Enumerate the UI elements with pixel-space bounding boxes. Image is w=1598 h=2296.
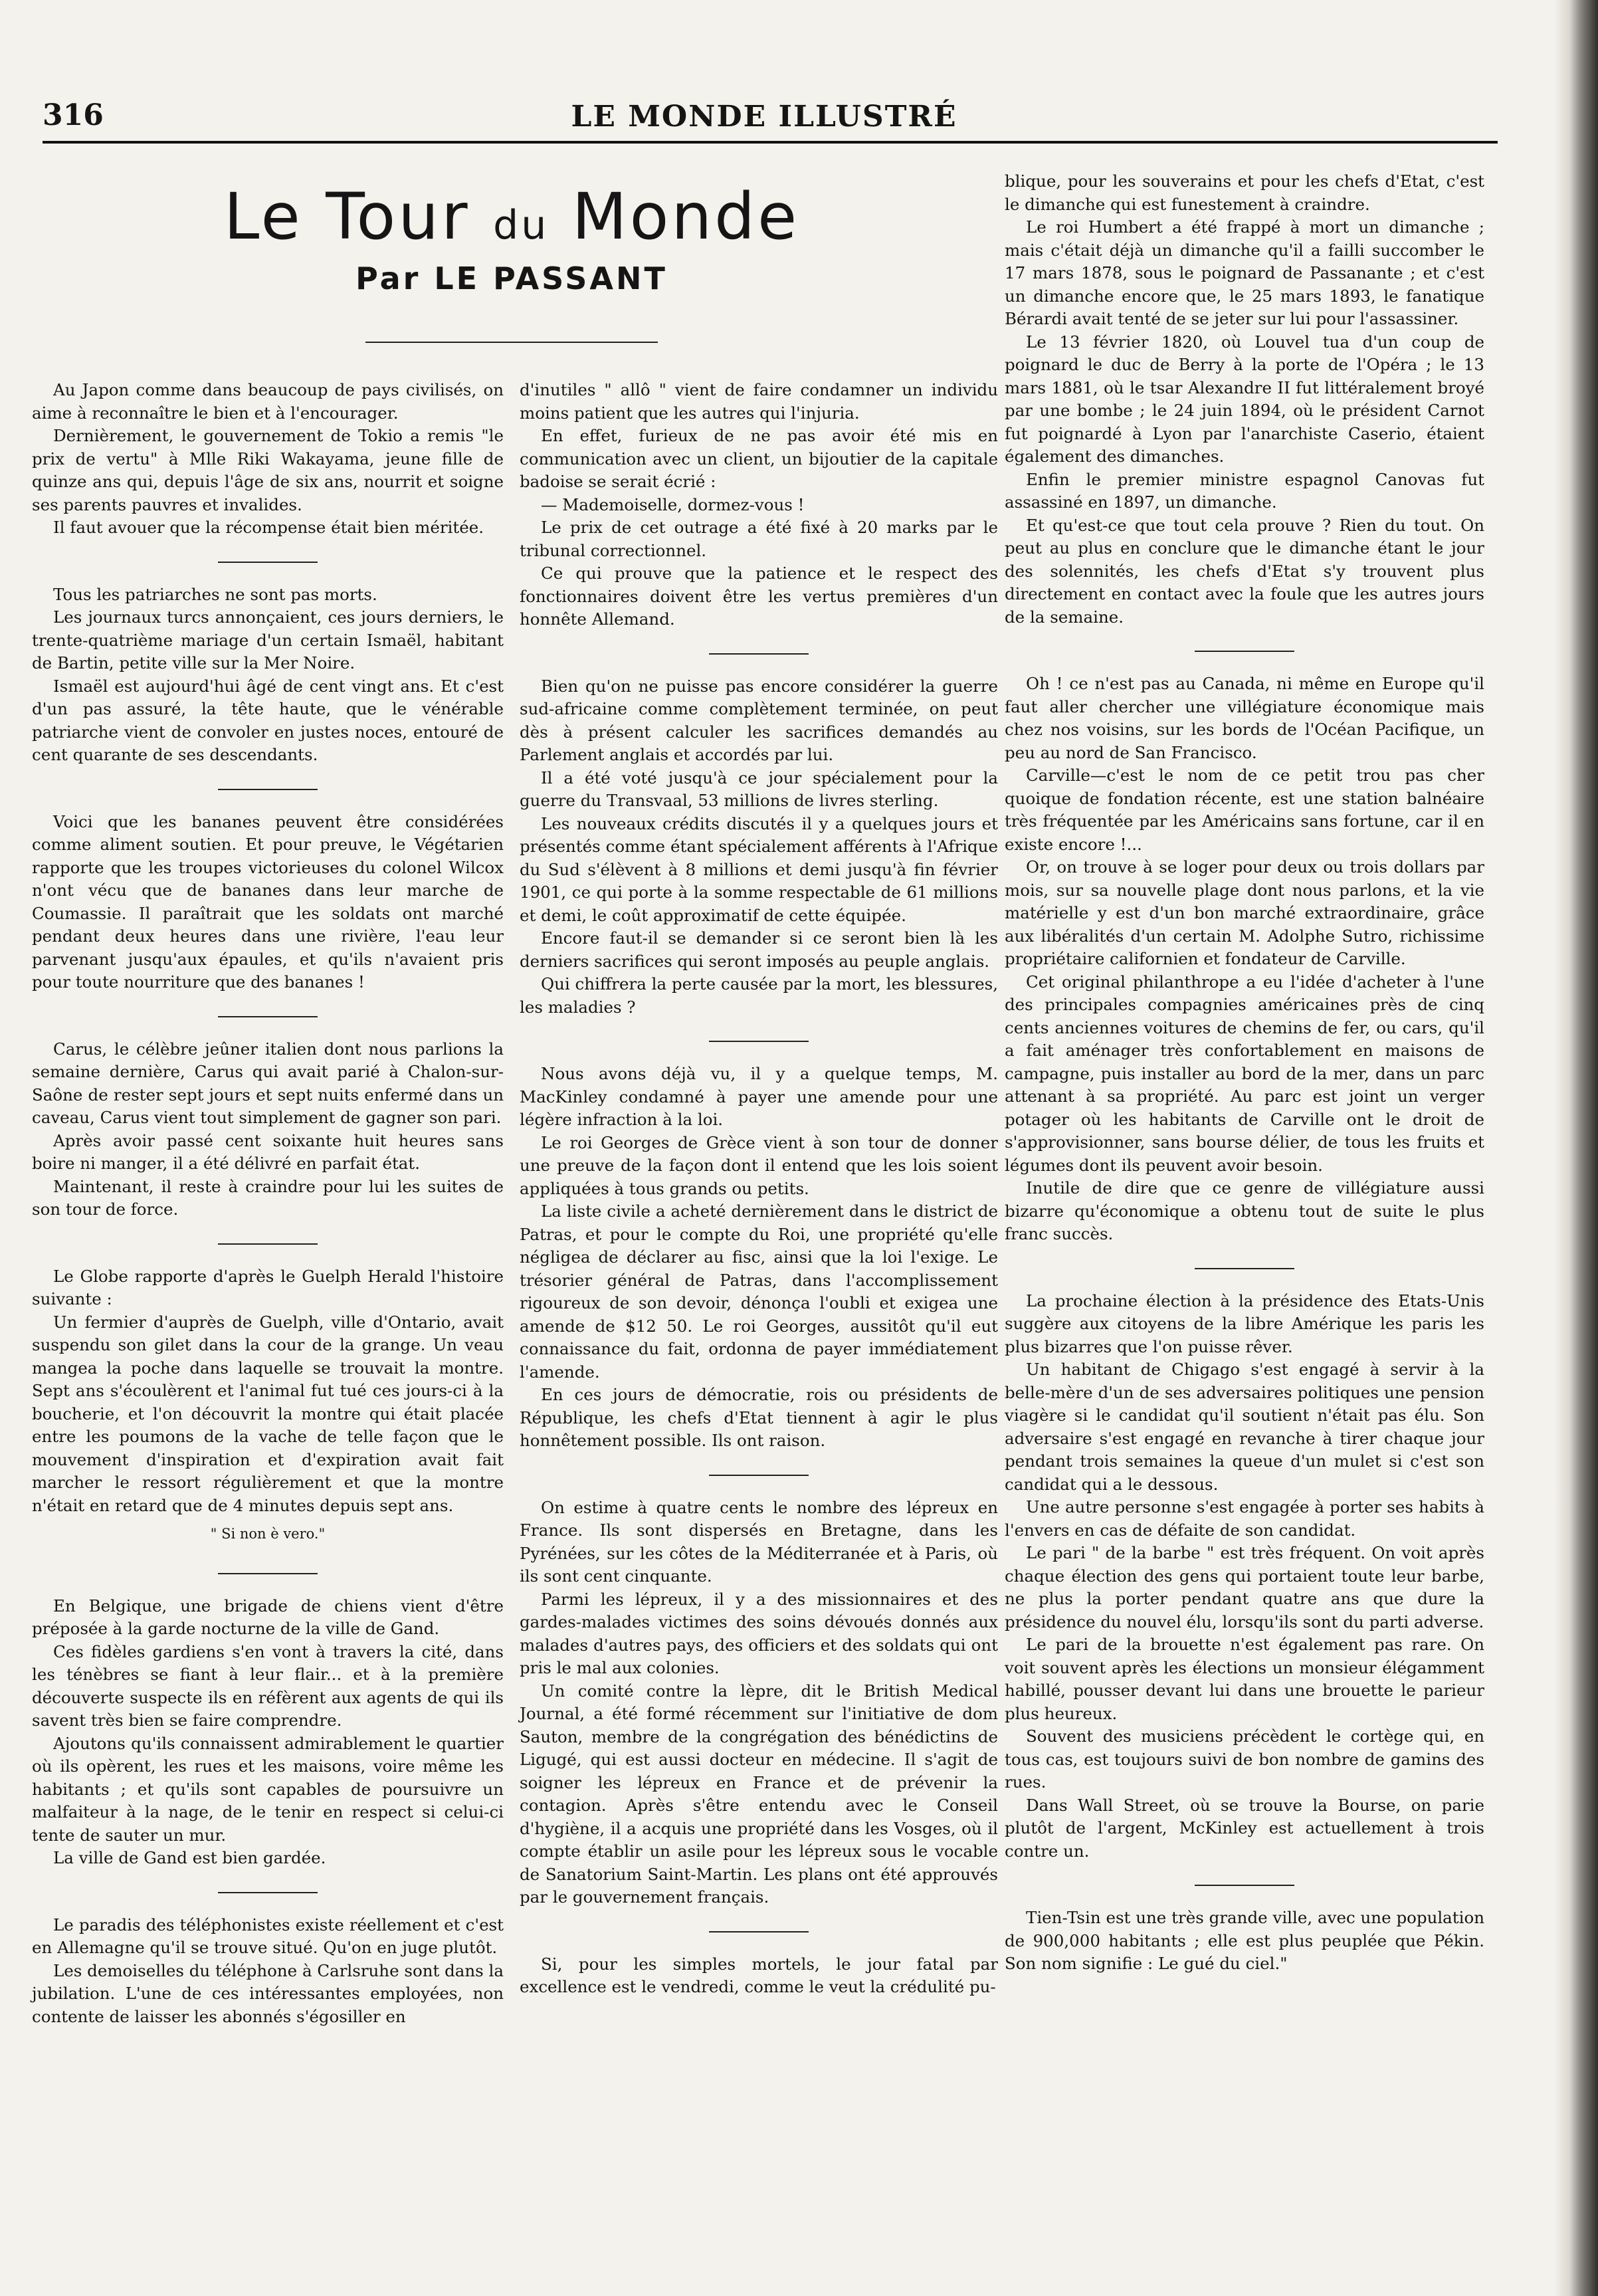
paragraph: Dans Wall Street, où se trouve la Bourse, on parie plutôt de l'argent, McKinley est actuellement à trois contre un. <box>1005 1795 1484 1861</box>
paragraph: Le prix de cet outrage a été fixé à 20 marks par le tribunal correctionnel. <box>520 518 998 560</box>
title-rule <box>365 342 658 343</box>
article-title <box>100 179 924 254</box>
paragraph: Qui chiffrera la perte causée par la mort, les blessures, les maladies ? <box>520 974 998 1017</box>
paragraph: Il faut avouer que la récompense était bien méritée. <box>53 518 484 537</box>
page-number: 316 <box>43 98 104 132</box>
page-edge-shadow <box>1554 0 1598 2296</box>
article-byline: Par LE PASSANT <box>355 261 668 296</box>
paragraph: Voici que les bananes peuvent être considérées comme aliment soutien. Et pour preuve, le Végétarien rapporte que les troupes victorieuses du colonel Wilcox n'ont vécu que de bananes dans leur marche de Coumassie. Il paraîtrait que les soldats ont marché pendant deux heures dans une rivière, l'eau leur parvenant jusqu'aux épaules, et qu'ils n'avaient pris pour toute nourriture que des bananes ! <box>32 811 504 991</box>
paragraph: Le paradis des téléphonistes existe réellement et c'est en Allemagne qu'il se trouve situé. Qu'on en juge plutôt. <box>32 1915 504 1957</box>
paragraph: Au Japon comme dans beaucoup de pays civilisés, on aime à reconnaître le bien et à l'encourager. <box>32 380 504 423</box>
paragraph: Carville—c'est le nom de ce petit trou pas cher quoique de fondation récente, est une station balnéaire très fréquentée par les Américains sans fortune, car il en existe encore !... <box>1005 766 1484 854</box>
section-separator <box>1005 1246 1484 1290</box>
paragraph: Une autre personne s'est engagée à porter ses habits à l'envers en cas de défaite de son candidat. <box>1005 1497 1484 1540</box>
paragraph: Il a été voté jusqu'à ce jour spécialement pour la guerre du Transvaal, 53 millions de livres sterling. <box>520 768 998 810</box>
paragraph: Ces fidèles gardiens s'en vont à travers la cité, dans les ténèbres se fiant à leur flair... et à la première découverte suspecte ils en réfèrent aux agents de qui ils savent très bien se faire comprendre. <box>32 1641 504 1730</box>
paragraph: Après avoir passé cent soixante huit heures sans boire ni manger, il a été délivré en parfait état. <box>32 1130 504 1173</box>
paragraph: Les nouveaux crédits discutés il y a quelques jours et présentés comme étant spécialement afférents à l'Afrique du Sud s'élèvent à 8 millions et demi jusqu'à fin février 1901, ce qui porte à la somme respectable de 61 millions et demi, le coût approximatif de cette équipée. <box>520 813 998 925</box>
title-du: du <box>493 202 549 249</box>
column-1 <box>32 379 504 2028</box>
paragraph: Ajoutons qu'ils connaissent admirablement le quartier où ils opèrent, les rues et les maisons, voire même les habitants ; et qu'ils sont capables de poursuivre un malfaiteur à la nage, de le tenir en respect si celui-ci tente de sauter un mur. <box>32 1733 504 1845</box>
paragraph: Dernièrement, le gouvernement de Tokio a remis "le prix de vertu" à Mlle Riki Wakayama, jeune fille de quinze ans qui, depuis l'âge de six ans, nourrit et soigne ses parents pauvres et invalides. <box>32 426 504 514</box>
paragraph: Souvent des musiciens précèdent le cortège qui, en tous cas, est toujours suivi de bon nombre de gamins des rues. <box>1005 1726 1484 1792</box>
paragraph: Inutile de dire que ce genre de villégiature aussi bizarre qu'économique a obtenu tout de suite le plus franc succès. <box>1005 1178 1484 1243</box>
title-part1: Le Tour <box>223 179 470 254</box>
paragraph: La ville de Gand est bien gardée. <box>53 1848 326 1867</box>
paragraph: Un habitant de Chigago s'est engagé à servir à la belle-mère d'un de ses adversaires politiques une pension viagère si le candidat qu'il soutient n'était pas élu. Son adversaire s'est engagé en revanche à tirer chaque jour pendant trois semaines la queue d'un mulet si c'est son candidat qui a le dessous. <box>1005 1360 1484 1494</box>
paragraph: Oh ! ce n'est pas au Canada, ni même en Europe qu'il faut aller chercher une villégiature économique mais chez nos voisins, sur les bords de l'Océan Pacifique, un peu au nord de San Francisco. <box>1005 674 1484 762</box>
paragraph: blique, pour les souverains et pour les chefs d'Etat, c'est le dimanche qui est funestement à craindre. <box>1005 171 1484 214</box>
paragraph: Le roi Humbert a été frappé à mort un dimanche ; mais c'était déjà un dimanche qu'il a failli succomber le 17 mars 1878, sous le poignard de Passanante ; et c'est un dimanche encore que, le 25 mars 1893, le fanatique Bérardi avait tenté de se jeter sur lui pour l'assassiner. <box>1005 217 1484 328</box>
paragraph: Un fermier d'auprès de Guelph, ville d'Ontario, avait suspendu son gilet dans la cour de la grange. Un veau mangea la poche dans laquelle se trouvait la montre. Sept ans s'écoulèrent et l'animal fut tué ces jours-ci à la boucherie, et l'on découvrit la montre qui était placée entre les poumons de la vache de telle façon que le mouvement d'inspiration et d'expiration avait fait marcher le ressort régulièrement et que la montre n'était en retard que de 4 minutes depuis sept ans. <box>32 1312 504 1515</box>
column-2 <box>520 379 998 1999</box>
journal-title: LE MONDE ILLUSTRÉ <box>571 100 957 134</box>
paragraph: En effet, furieux de ne pas avoir été mis en communication avec un client, un bijoutier de la capitale badoise se serait écrié : <box>520 426 998 491</box>
section-separator <box>520 1019 998 1063</box>
section-separator <box>32 767 504 811</box>
paragraph: Maintenant, il reste à craindre pour lui les suites de son tour de force. <box>32 1176 504 1219</box>
section-separator <box>32 1870 504 1914</box>
paragraph: Le Globe rapporte d'après le Guelph Herald l'histoire suivante : <box>32 1266 504 1308</box>
section-separator <box>520 1453 998 1497</box>
paragraph: On estime à quatre cents le nombre des lépreux en France. Ils sont dispersés en Bretagne, dans les Pyrénées, sur les côtes de la Méditerranée et à Paris, où ils sont cent cinquante. <box>520 1497 998 1586</box>
paragraph: Tous les patriarches ne sont pas morts. <box>53 584 377 604</box>
paragraph: Si, pour les simples mortels, le jour fatal par excellence est le vendredi, comme le veut la crédulité pu- <box>520 1954 998 1996</box>
paragraph: Le pari de la brouette n'est également pas rare. On voit souvent après les élections un monsieur élégamment habillé, pousser devant lui dans une brouette le parieur plus heureux. <box>1005 1635 1484 1723</box>
paragraph: d'inutiles " allô " vient de faire condamner un individu moins patient que les autres qui l'injuria. <box>520 380 998 423</box>
title-part2: Monde <box>571 179 800 254</box>
section-separator <box>520 631 998 675</box>
paragraph: Ismaël est aujourd'hui âgé de cent vingt ans. Et c'est d'un pas assuré, la tête haute, que le vénérable patriarche vient de convoler en justes noces, entouré de cent quarante de ses descendants. <box>32 676 504 764</box>
paragraph: Parmi les lépreux, il y a des missionnaires et des gardes-malades victimes des soins dévoués donnés aux malades d'autres pays, des officiers et des soldats qui ont pris le mal aux colonies. <box>520 1589 998 1677</box>
section-separator <box>32 1221 504 1265</box>
section-separator <box>520 1909 998 1953</box>
paragraph: Carus, le célèbre jeûner italien dont nous parlions la semaine dernière, Carus qui avait parié à Chalon-sur-Saône de rester sept jours et sept nuits enfermé dans un caveau, Carus vient tout simplement de gagner son pari. <box>32 1039 504 1127</box>
paragraph: Tien-Tsin est une très grande ville, avec une population de 900,000 habitants ; elle est plus peuplée que Pékin. Son nom signifie : Le gué du ciel." <box>1005 1908 1484 1973</box>
paragraph: Enfin le premier ministre espagnol Canovas fut assassiné en 1897, un dimanche. <box>1005 469 1484 512</box>
paragraph: Nous avons déjà vu, il y a quelque temps, M. MacKinley condamné à payer une amende pour une légère infraction à la loi. <box>520 1064 998 1129</box>
section-separator <box>32 1551 504 1595</box>
paragraph: Or, on trouve à se loger pour deux ou trois dollars par mois, sur sa nouvelle plage dont nous parlons, et la vie matérielle y est d'un bon marché extraordinaire, grâce aux libéralités d'un certain M. Adolphe Sutro, richissime propriétaire californien et fondateur de Carville. <box>1005 857 1484 968</box>
paragraph: En Belgique, une brigade de chiens vient d'être préposée à la garde nocturne de la ville de Gand. <box>32 1596 504 1638</box>
paragraph: Les journaux turcs annonçaient, ces jours derniers, le trente-quatrième mariage d'un certain Ismaël, habitant de Bartin, petite ville sur la Mer Noire. <box>32 607 504 673</box>
quote-line: " Si non è vero." <box>210 1526 326 1542</box>
paragraph: Le 13 février 1820, où Louvel tua d'un coup de poignard le duc de Berry à la porte de l'Opéra ; le 13 mars 1881, où le tsar Alexandre II fut littéralement broyé par une bombe ; le 24 juin 1894, où le président Carnot fut poignardé à Lyon par l'anarchiste Caserio, étaient également des dimanches. <box>1005 332 1484 466</box>
paragraph: Et qu'est-ce que tout cela prouve ? Rien du tout. On peut au plus en conclure que le dimanche étant le jour des solennités, les chefs d'Etat s'y trouvent plus directement en contact avec la foule que les autres jours de la semaine. <box>1005 515 1484 627</box>
column-3 <box>1005 170 1484 1976</box>
paragraph: La prochaine élection à la présidence des Etats-Unis suggère aux citoyens de la libre Amérique les paris les plus bizarres que l'on puisse rêver. <box>1005 1291 1484 1356</box>
paragraph: Les demoiselles du téléphone à Carlsruhe sont dans la jubilation. L'une de ces intéressantes employées, non contente de laisser les abonnés s'égosiller en <box>32 1960 504 2026</box>
paragraph: Cet original philanthrope a eu l'idée d'acheter à l'une des principales compagnies américaines près de cinq cents anciennes voitures de chemins de fer, ou cars, qu'il a fait aménager très confortablement en maisons de campagne, puis installer au bord de la mer, dans un parc attenant à sa propriété. Au parc est joint un verger potager où les habitants de Carville ont le droit de s'approvisionner, sans bourse délier, de tous les fruits et légumes dont ils peuvent avoir besoin. <box>1005 972 1484 1175</box>
section-separator <box>32 994 504 1038</box>
paragraph: La liste civile a acheté dernièrement dans le district de Patras, et pour le compte du Roi, une propriété qu'elle négligea de déclarer au fisc, ainsi que la loi l'exige. Le trésorier général de Patras, dans l'accomplissement rigoureux de son devoir, dénonça l'oubli et exigea une amende de $12 50. Le roi Georges, aussitôt qu'il eut connaissance du fait, ordonna de payer immédiatement l'amende. <box>520 1201 998 1382</box>
paragraph: En ces jours de démocratie, rois ou présidents de République, les chefs d'Etat tiennent à agir le plus honnêtement possible. Ils ont raison. <box>520 1385 998 1450</box>
paragraph: Bien qu'on ne puisse pas encore considérer la guerre sud-africaine comme complètement terminée, on peut dès à présent calculer les sacrifices demandés au Parlement anglais et accordés par lui. <box>520 676 998 764</box>
paragraph: Le pari " de la barbe " est très fréquent. On voit après chaque élection des gens qui portaient toute leur barbe, ne plus la porter pendant quatre ans que dure la présidence du nouvel élu, lorsqu'ils sont du parti adverse. <box>1005 1543 1484 1631</box>
section-separator <box>1005 1863 1484 1907</box>
paragraph: — Mademoiselle, dormez-vous ! <box>541 494 805 514</box>
header-rule <box>43 141 1498 144</box>
section-separator <box>1005 629 1484 673</box>
paragraph: Encore faut-il se demander si ce seront bien là les derniers sacrifices qui seront imposés au peuple anglais. <box>520 928 998 971</box>
paragraph: Ce qui prouve que la patience et le respect des fonctionnaires doivent être les vertus premières d'un honnête Allemand. <box>520 564 998 629</box>
paragraph: Un comité contre la lèpre, dit le British Medical Journal, a été formé récemment sur l'initiative de dom Sauton, membre de la congrégation des bénédictins de Ligugé, qui est aussi docteur en médecine. Il s'agit de soigner les lépreux en France et de prévenir la contagion. Après s'être entendu avec le Conseil d'hygiène, il a acquis une propriété dans les Vosges, où il compte établir un asile pour les lépreux sous le vocable de Sanatorium Saint-Martin. Les plans ont été approuvés par le gouvernement français. <box>520 1681 998 1907</box>
section-separator <box>32 540 504 583</box>
paragraph: Le roi Georges de Grèce vient à son tour de donner une preuve de la façon dont il entend que les lois soient appliquées à tous grands ou petits. <box>520 1132 998 1198</box>
